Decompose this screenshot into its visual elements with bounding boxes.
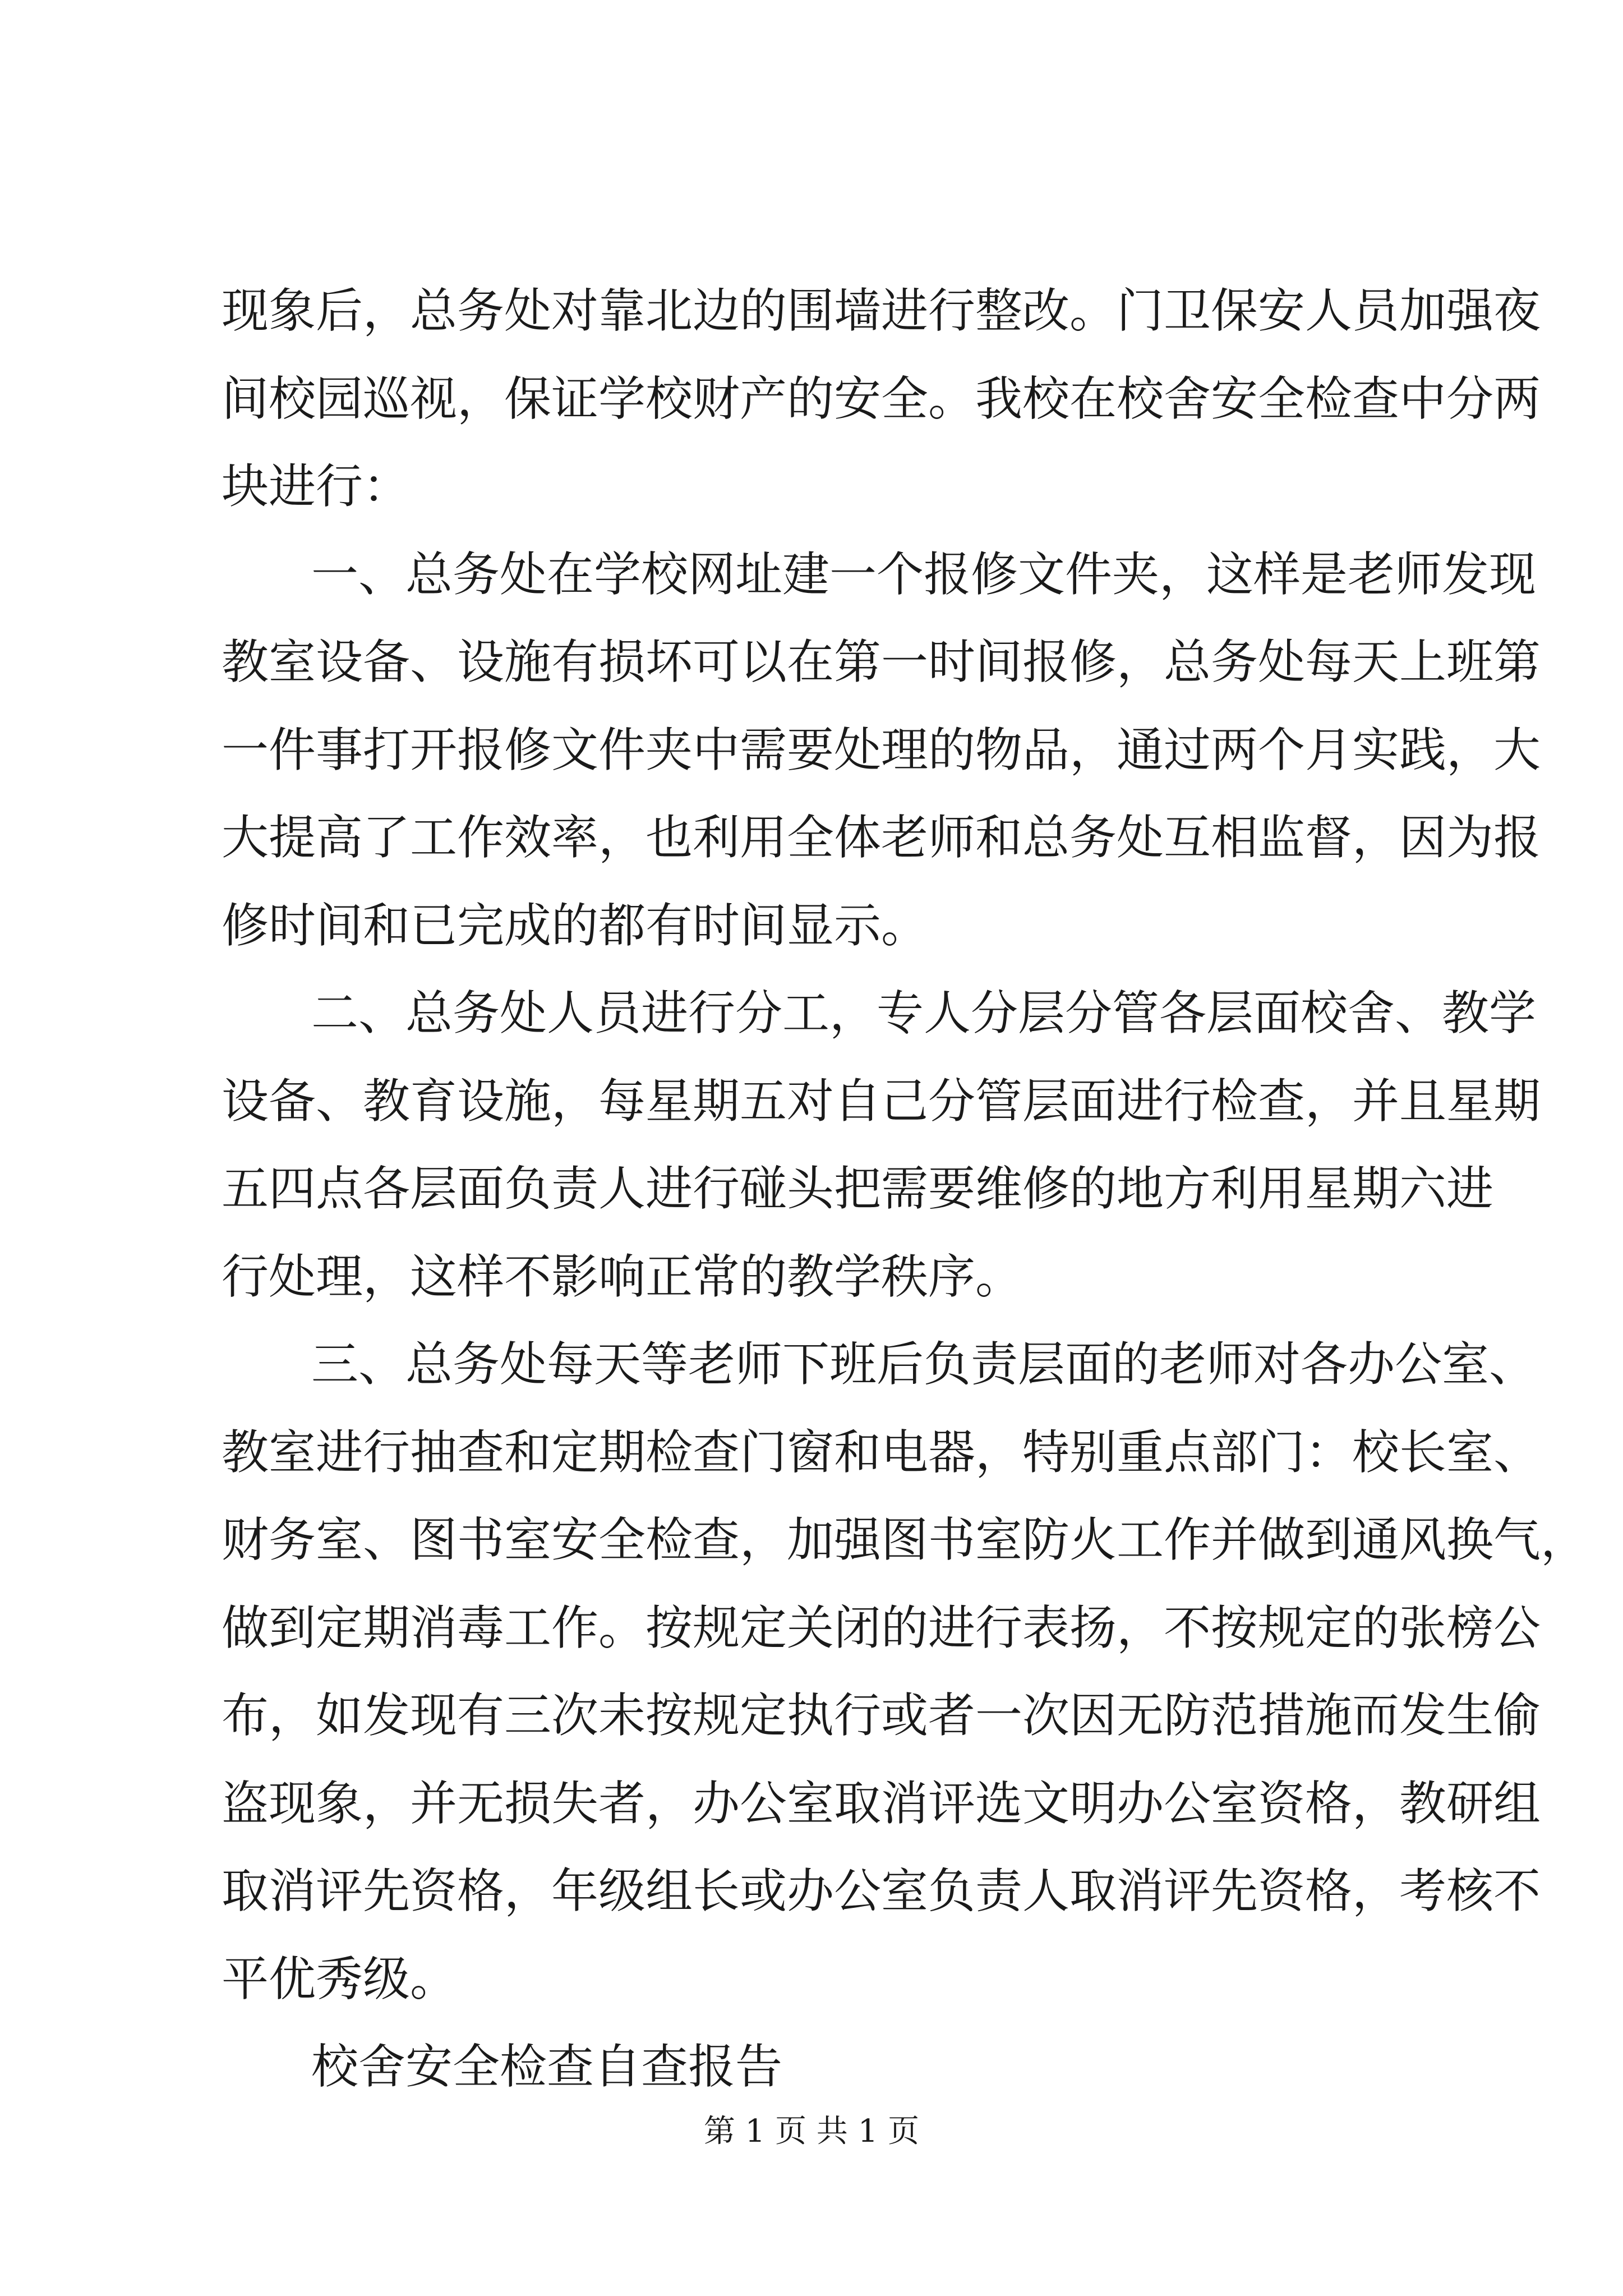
paragraph-2-first-line: 二、总务处人员进行分工，专人分层分管各层面校舍、教学: [311, 986, 1537, 1041]
text-line: 财务室、图书室安全检查，加强图书室防火工作并做到通风换气，: [222, 1512, 1588, 1567]
text-line: 教室设备、设施有损坏可以在第一时间报修，总务处每天上班第: [222, 634, 1541, 689]
report-title-line: 校舍安全检查自查报告: [311, 2039, 783, 2094]
text-line: 盗现象，并无损失者，办公室取消评选文明办公室资格，教研组: [222, 1775, 1541, 1831]
text-line: 五四点各层面负责人进行碰头把需要维修的地方利用星期六进: [222, 1161, 1494, 1216]
page-number: 第 1 页 共 1 页: [703, 2113, 920, 2150]
text-line: 现象后，总务处对靠北边的围墙进行整改。门卫保安人员加强夜: [222, 283, 1541, 338]
text-line: 大提高了工作效率，也利用全体老师和总务处互相监督，因为报: [222, 810, 1541, 865]
text-line: 行处理，这样不影响正常的教学秩序。: [222, 1249, 1023, 1304]
text-line: 平优秀级。: [222, 1951, 458, 2007]
text-line: 一件事打开报修文件夹中需要处理的物品，通过两个月实践，大: [222, 722, 1541, 777]
text-line: 间校园巡视，保证学校财产的安全。我校在校舍安全检查中分两: [222, 371, 1541, 426]
document-body: [222, 267, 1588, 2111]
text-line: 块进行：: [222, 459, 411, 514]
page-footer: [0, 2109, 1623, 2154]
paragraph-1-first-line: 一、总务处在学校网址建一个报修文件夹，这样是老师发现: [311, 546, 1537, 602]
text-line: 设备、教育设施，每星期五对自己分管层面进行检查，并且星期: [222, 1073, 1541, 1129]
text-line: 做到定期消毒工作。按规定关闭的进行表扬，不按规定的张榜公: [222, 1600, 1541, 1655]
text-line: 修时间和已完成的都有时间显示。: [222, 898, 929, 953]
text-line: 教室进行抽查和定期检查门窗和电器，特别重点部门：校长室、: [222, 1424, 1541, 1480]
text-line: 布，如发现有三次未按规定执行或者一次因无防范措施而发生偷: [222, 1688, 1541, 1743]
text-line: 取消评先资格，年级组长或办公室负责人取消评先资格，考核不: [222, 1864, 1541, 1918]
paragraph-3-first-line: 三、总务处每天等老师下班后负责层面的老师对各办公室、: [311, 1337, 1537, 1392]
